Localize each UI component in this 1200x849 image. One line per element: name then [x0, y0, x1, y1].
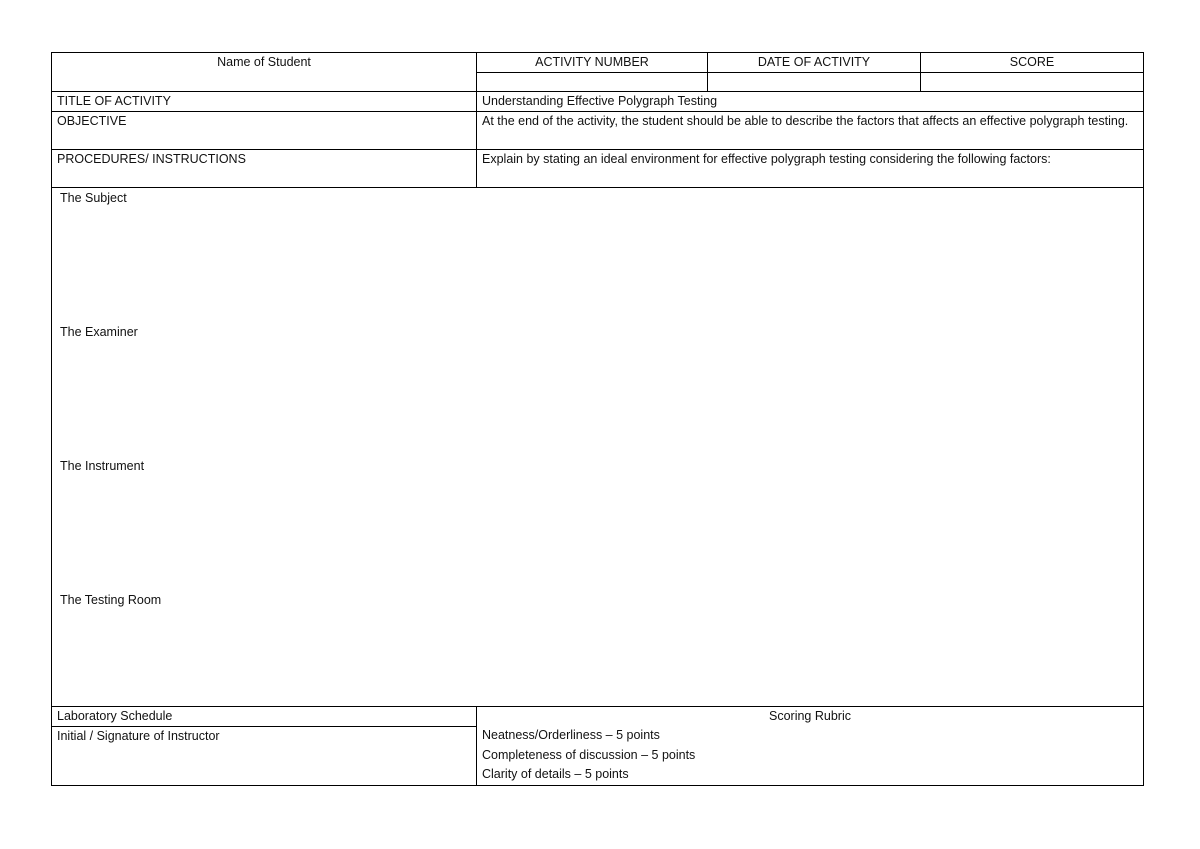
signature-label: Initial / Signature of Instructor — [52, 727, 477, 786]
schedule-row — [52, 707, 1144, 727]
activity-sheet — [51, 52, 1143, 786]
objective-value: At the end of the activity, the student should be able to describe the factors that affects an effective polygraph testing. — [477, 112, 1144, 150]
score-label: SCORE — [921, 53, 1144, 73]
activity-form-table — [51, 52, 1144, 786]
objective-row — [52, 112, 1144, 150]
factor-testing-room-label: The Testing Room — [60, 593, 162, 607]
rubric-item: Completeness of discussion – 5 points — [482, 747, 696, 762]
procedures-value: Explain by stating an ideal environment for effective polygraph testing considering the following factors: — [477, 150, 1144, 188]
rubric-item: Neatness/Orderliness – 5 points — [482, 728, 660, 742]
answer-area-row — [52, 188, 1144, 707]
activity-number-label: ACTIVITY NUMBER — [477, 53, 708, 73]
score-field[interactable] — [921, 73, 1144, 92]
factor-examiner-label: The Examiner — [60, 325, 138, 339]
procedures-row — [52, 150, 1144, 188]
title-of-activity-value: Understanding Effective Polygraph Testing — [477, 92, 1144, 112]
scoring-rubric-cell — [477, 707, 1144, 786]
objective-label: OBJECTIVE — [52, 112, 477, 150]
answer-area[interactable] — [52, 188, 1144, 707]
title-row — [52, 92, 1144, 112]
factor-instrument-label: The Instrument — [60, 459, 145, 473]
factor-subject-label: The Subject — [60, 191, 127, 205]
procedures-label: PROCEDURES/ INSTRUCTIONS — [52, 150, 477, 188]
name-of-student-label: Name of Student — [52, 53, 477, 92]
date-of-activity-field[interactable] — [708, 73, 921, 92]
laboratory-schedule-label: Laboratory Schedule — [52, 707, 477, 727]
title-of-activity-label: TITLE OF ACTIVITY — [52, 92, 477, 112]
scoring-rubric-title: Scoring Rubric — [769, 709, 851, 723]
activity-number-field[interactable] — [477, 73, 708, 92]
header-row — [52, 53, 1144, 73]
rubric-list — [482, 726, 1138, 785]
rubric-item: Clarity of details – 5 points — [482, 767, 629, 781]
date-of-activity-label: DATE OF ACTIVITY — [708, 53, 921, 73]
